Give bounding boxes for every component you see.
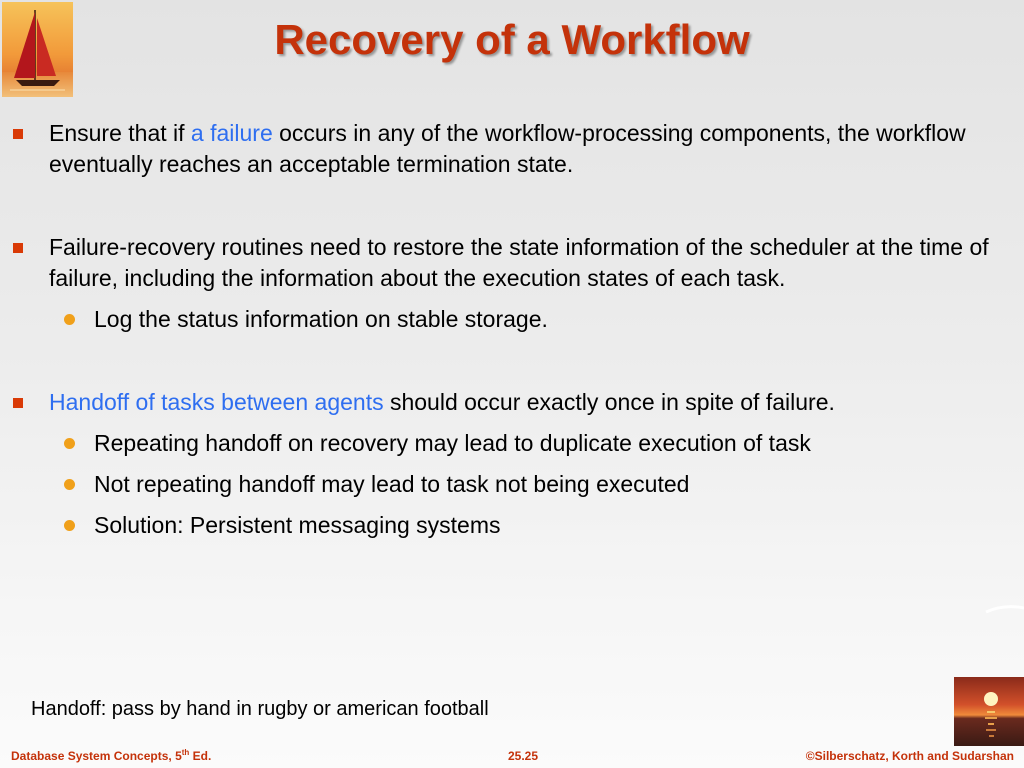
- bullet-handoff: [0, 387, 1000, 418]
- square-bullet-icon: [13, 398, 23, 408]
- sub-bullet-text: Repeating handoff on recovery may lead to duplicate execution of task: [94, 430, 811, 456]
- bullet-ensure-termination: [0, 118, 1000, 180]
- square-bullet-icon: [13, 243, 23, 253]
- footer-book-edition-sup: th: [181, 748, 190, 757]
- slide-title: Recovery of a Workflow: [274, 16, 750, 63]
- sub-bullet-log-status: [0, 304, 1000, 335]
- highlight-term-handoff: Handoff of tasks between agents: [49, 389, 384, 415]
- bullet-text: Ensure that if: [49, 120, 191, 146]
- sunset-image: [954, 677, 1024, 746]
- decorative-swoosh-icon: [984, 600, 1024, 620]
- footer-book-suffix: Ed.: [189, 749, 212, 763]
- bullet-text: should occur exactly once in spite of failure.: [383, 389, 835, 415]
- square-bullet-icon: [13, 129, 23, 139]
- footer-page-number: 25.25: [508, 749, 539, 763]
- slide-footer: [0, 747, 1024, 765]
- bullet-text: occurs in any of the workflow-processing components, the workflow eventually reaches an acceptable termination state.: [49, 120, 966, 177]
- round-bullet-icon: [64, 438, 75, 449]
- sub-bullet-text: Not repeating handoff may lead to task not being executed: [94, 471, 690, 497]
- round-bullet-icon: [64, 520, 75, 531]
- footer-book-name: Database System Concepts, 5: [11, 749, 182, 763]
- slide-content: [0, 118, 1000, 541]
- round-bullet-icon: [64, 314, 75, 325]
- sub-bullet-text: Log the status information on stable storage.: [94, 306, 548, 332]
- round-bullet-icon: [64, 479, 75, 490]
- sub-bullet-repeating-handoff: [0, 428, 1000, 459]
- sub-bullet-solution: [0, 510, 1000, 541]
- sub-bullet-text: Solution: Persistent messaging systems: [94, 512, 501, 538]
- bullet-failure-recovery: [0, 232, 1000, 294]
- sub-bullet-not-repeating: [0, 469, 1000, 500]
- footer-book-title: [11, 749, 211, 763]
- footer-copyright: ©Silberschatz, Korth and Sudarshan: [805, 749, 1014, 763]
- bullet-text: Failure-recovery routines need to restore the state information of the scheduler at the time of failure, including the information about the execution states of each task.: [49, 234, 989, 291]
- handoff-note: Handoff: pass by hand in rugby or american football: [31, 698, 489, 720]
- highlight-term-failure: a failure: [190, 120, 273, 146]
